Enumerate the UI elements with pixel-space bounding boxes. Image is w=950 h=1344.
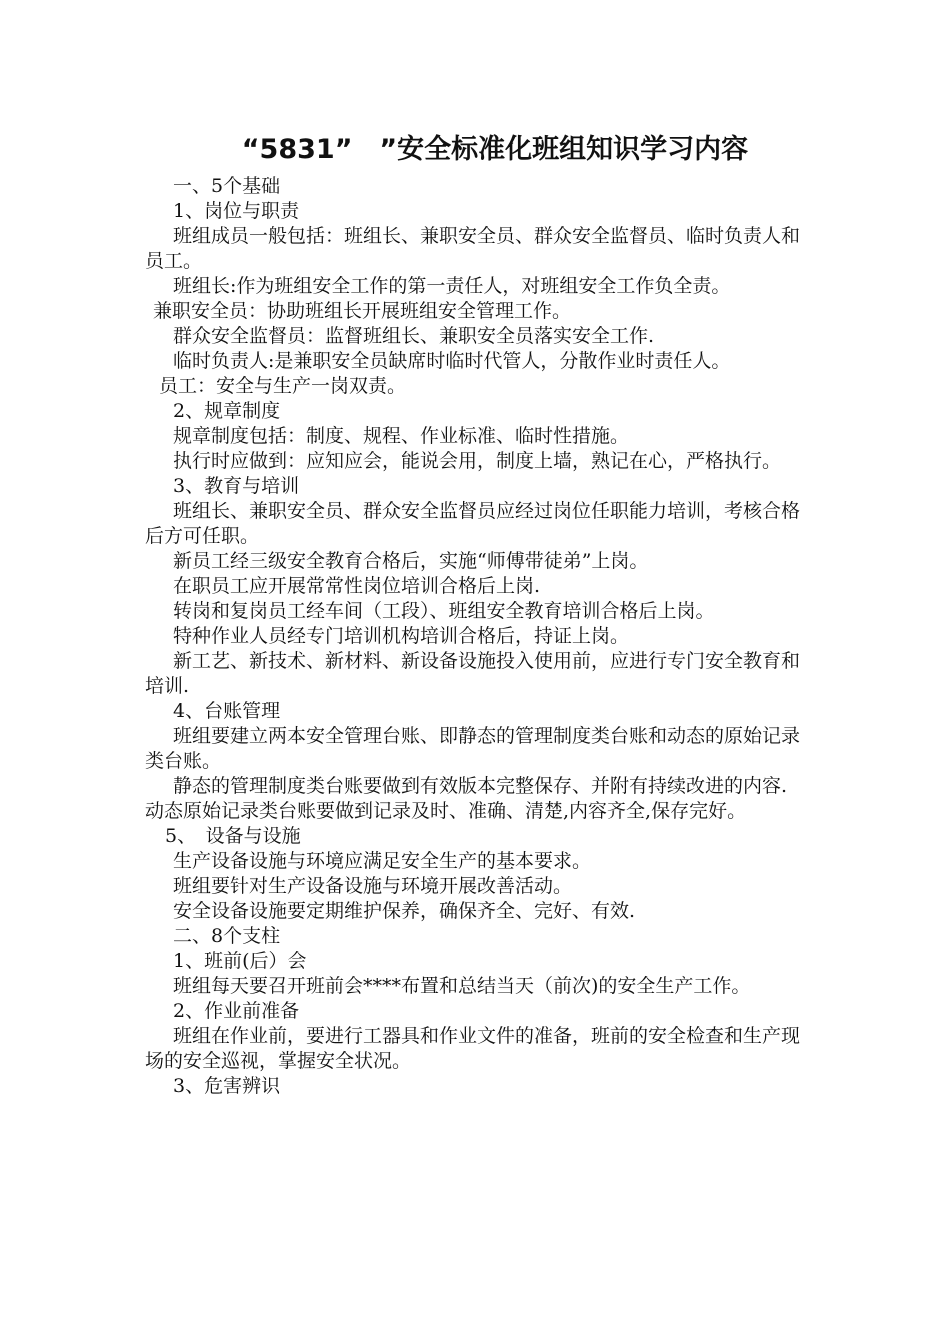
paragraph: 新员工经三级安全教育合格后，实施“师傅带徒弟”上岗。 [173, 550, 649, 572]
paragraph: 班组每天要召开班前会****布置和总结当天（前次)的安全生产工作。 [173, 975, 751, 997]
paragraph: 转岗和复岗员工经车间（工段）、班组安全教育培训合格后上岗。 [173, 600, 715, 622]
paragraph: 新工艺、新技术、新材料、新设备设施投入使用前，应进行专门安全教育和培训. [145, 650, 801, 697]
paragraph: 班组要建立两本安全管理台账、即静态的管理制度类台账和动态的原始记录类台账。 [145, 725, 801, 772]
paragraph: 在职员工应开展常常性岗位培训合格后上岗. [173, 575, 541, 597]
paragraph: 班组在作业前，要进行工器具和作业文件的准备，班前的安全检查和生产现场的安全巡视，掌握安全状况。 [145, 1025, 801, 1072]
document-title: “5831” ”安全标准化班组知识学习内容 [241, 134, 749, 165]
paragraph: 生产设备设施与环境应满足安全生产的基本要求。 [173, 850, 592, 872]
paragraph: 特种作业人员经专门培训机构培训合格后，持证上岗。 [173, 625, 630, 647]
paragraph: 班组长、兼职安全员、群众安全监督员应经过岗位任职能力培训，考核合格后方可任职。 [145, 500, 801, 547]
paragraph: 群众安全监督员：监督班组长、兼职安全员落实安全工作. [173, 325, 655, 347]
section-heading: 3、教育与培训 [173, 475, 300, 497]
section-heading: 一、5个基础 [173, 175, 281, 197]
paragraph: 安全设备设施要定期维护保养，确保齐全、完好、有效. [173, 900, 636, 922]
section-heading: 3、危害辨识 [173, 1075, 281, 1097]
document-body [145, 174, 810, 1099]
paragraph: 班组长:作为班组安全工作的第一责任人，对班组安全工作负全责。 [173, 275, 731, 297]
section-heading: 1、岗位与职责 [173, 200, 300, 222]
paragraph: 执行时应做到：应知应会，能说会用，制度上墙，熟记在心，严格执行。 [173, 450, 782, 472]
paragraph: 班组成员一般包括：班组长、兼职安全员、群众安全监督员、临时负责人和员工。 [145, 225, 801, 272]
paragraph: 临时负责人:是兼职安全员缺席时临时代管人，分散作业时责任人。 [173, 350, 731, 372]
paragraph: 员工：安全与生产一岗双责。 [159, 375, 407, 397]
section-heading: 5、 设备与设施 [165, 825, 301, 847]
paragraph: 静态的管理制度类台账要做到有效版本完整保存、并附有持续改进的内容. 动态原始记录类台账要做到记录及时、准确、清楚,内容齐全,保存完好。 [145, 775, 788, 822]
section-heading: 2、规章制度 [173, 400, 281, 422]
section-heading: 1、班前(后）会 [173, 950, 307, 972]
section-heading: 4、台账管理 [173, 700, 281, 722]
section-heading: 二、8个支柱 [173, 925, 281, 947]
paragraph: 班组要针对生产设备设施与环境开展改善活动。 [173, 875, 573, 897]
paragraph: 规章制度包括：制度、规程、作业标准、临时性措施。 [173, 425, 630, 447]
paragraph: 兼职安全员：协助班组长开展班组安全管理工作。 [153, 300, 572, 322]
section-heading: 2、作业前准备 [173, 1000, 300, 1022]
